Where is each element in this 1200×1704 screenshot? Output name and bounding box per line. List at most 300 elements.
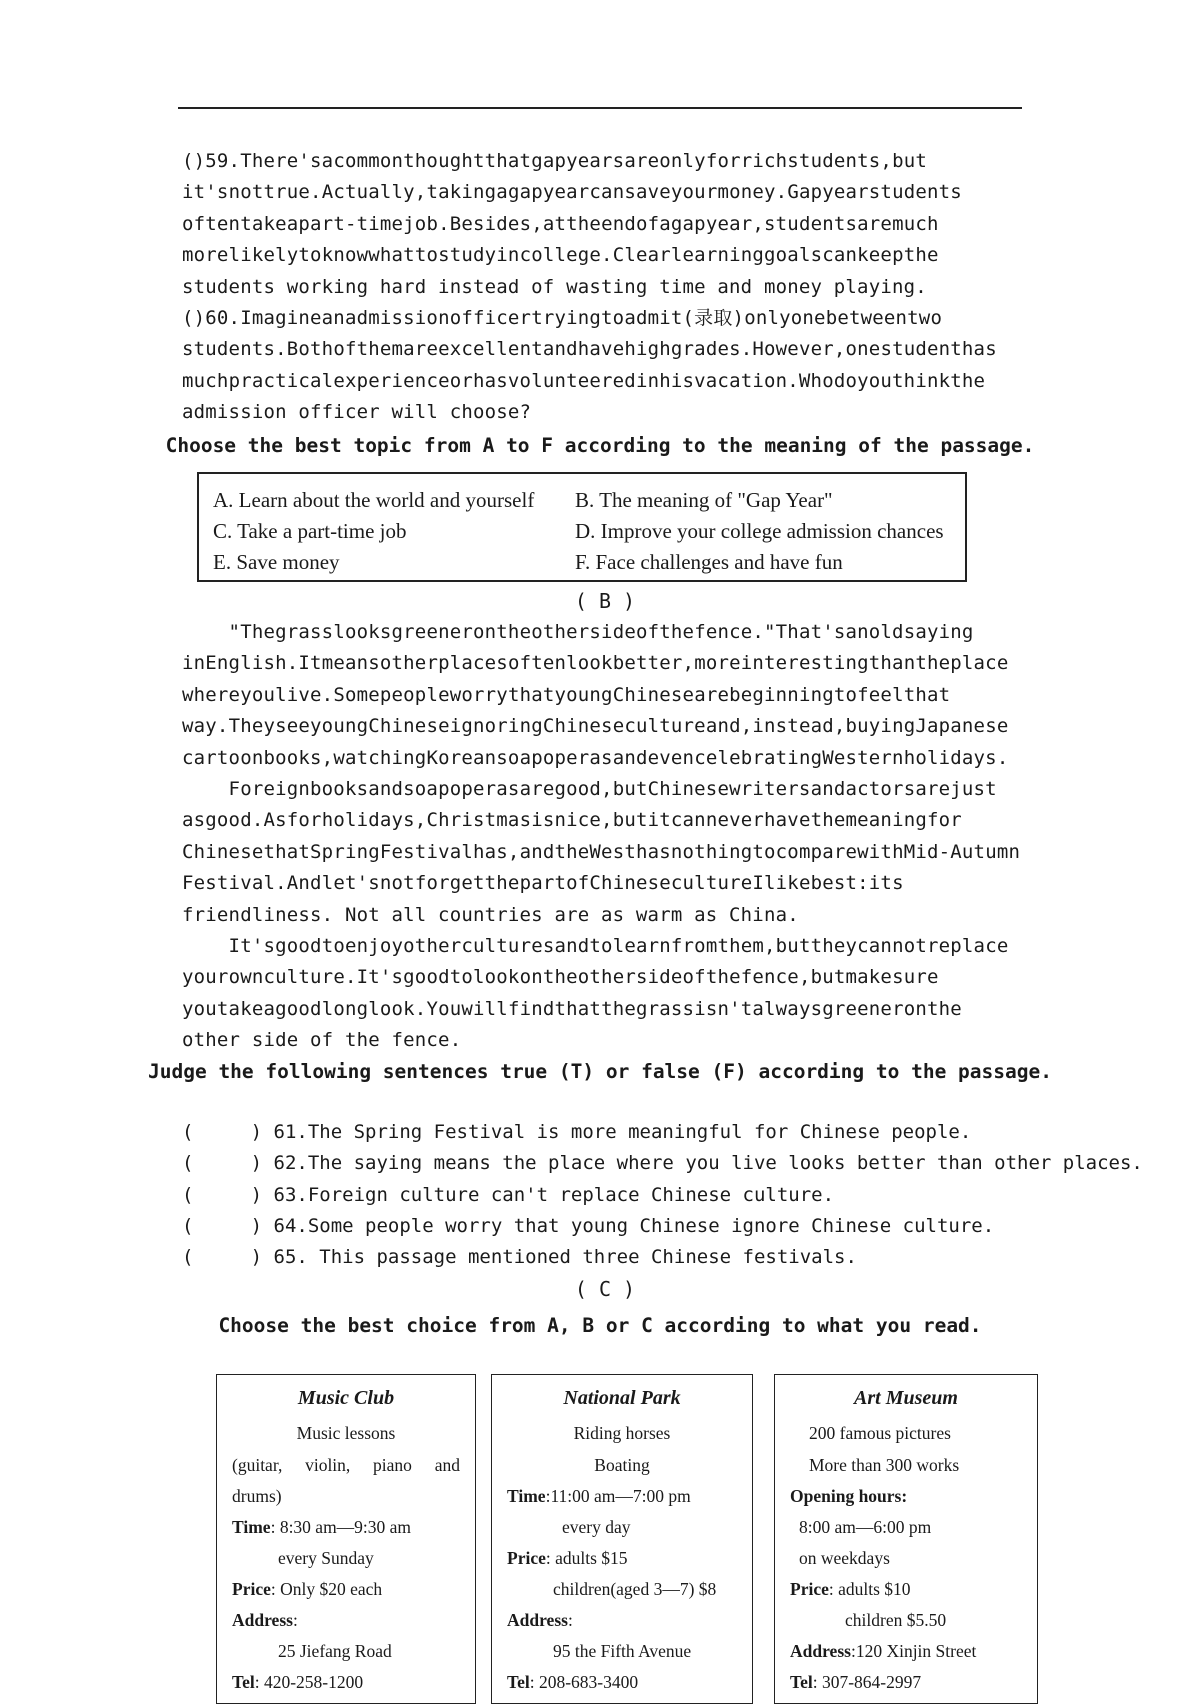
word: from [670, 935, 718, 958]
word: cannot [857, 935, 927, 958]
word: Gap [787, 181, 823, 204]
word: it's [182, 181, 229, 204]
word: that [263, 840, 311, 863]
word: not [228, 181, 264, 204]
word: Both [286, 338, 334, 361]
value-time: : 8:30 am—9:30 am [270, 1517, 412, 1537]
word: a [659, 212, 671, 235]
text-line [182, 962, 1020, 993]
word: greener [822, 997, 904, 1020]
word: them [356, 338, 404, 361]
word: and [612, 746, 648, 769]
card-line: Music lessons [296, 1423, 396, 1443]
card-line: children $5.50 [845, 1610, 947, 1630]
card-line [232, 1455, 460, 1476]
text-line [182, 805, 1020, 836]
text-line [182, 837, 1020, 868]
word: to [298, 244, 322, 267]
word: has [473, 369, 508, 392]
word: greener [391, 621, 474, 643]
word: and [368, 778, 404, 801]
word: his [659, 369, 695, 392]
word: West [589, 840, 636, 863]
word: but [892, 150, 927, 172]
art-museum-card [774, 1374, 1038, 1704]
word: look [473, 966, 520, 989]
question-63: ( ) 63.Foreign culture can't replace Chinese culture. [182, 1184, 835, 1206]
word: the [566, 212, 602, 235]
word: good, [554, 778, 613, 801]
word: nothing [670, 840, 753, 863]
word: They [228, 715, 276, 738]
word: isn't [694, 997, 753, 1020]
word: for [286, 809, 322, 832]
word: buying [845, 715, 916, 738]
topic-d: D. Improve your college admission chances [575, 519, 944, 543]
word: what [368, 244, 415, 267]
word: side [635, 966, 683, 989]
word: culture [624, 715, 706, 738]
word: think [892, 369, 951, 392]
word: are [694, 683, 730, 706]
card-tel [232, 1672, 363, 1693]
word: fence, [740, 966, 811, 989]
word: and [810, 778, 846, 801]
value-price: : adults $15 [545, 1548, 628, 1568]
word: take [216, 997, 264, 1020]
word: end [601, 212, 636, 235]
word: to [601, 307, 625, 329]
word: the [705, 966, 741, 989]
word: sure [892, 966, 939, 989]
word: student [880, 338, 962, 361]
word: Besides, [449, 212, 543, 235]
word: Mid-Autumn [903, 840, 1021, 863]
word: forget [414, 872, 485, 895]
word: Korean [426, 746, 497, 769]
word: save [624, 181, 671, 204]
word: grass [275, 621, 334, 643]
card-tel [790, 1672, 921, 1693]
word: thought [403, 150, 485, 172]
word: that [903, 683, 951, 706]
card-time [790, 1486, 907, 1507]
text-line [182, 711, 1020, 742]
word: an [845, 621, 869, 643]
value-tel: : 420-258-1200 [254, 1672, 364, 1692]
word: experience [333, 369, 450, 392]
word: books, [263, 746, 334, 769]
word: you [182, 997, 217, 1020]
header-rule [178, 107, 1022, 109]
word: the [927, 997, 962, 1020]
label-time: Time [232, 1517, 271, 1537]
word: can [670, 809, 706, 832]
text-line [182, 617, 1020, 648]
topic-a: A. Learn about the world and yourself [213, 488, 535, 512]
word: to [414, 244, 439, 267]
label-time: Time [507, 1486, 546, 1506]
word: find [507, 997, 555, 1020]
card-title: National Park [563, 1387, 681, 1409]
word: best: [810, 872, 869, 895]
word: have [764, 809, 811, 832]
word: students. [182, 338, 287, 361]
instruction-choice: Choose the best choice from A, B or C according to what you read. [218, 1314, 982, 1337]
card-line: More than 300 works [809, 1455, 960, 1475]
word: As [263, 809, 287, 832]
word: volunteered [507, 369, 636, 392]
word: between [825, 307, 908, 329]
word: college. [519, 244, 613, 267]
word: students [764, 212, 858, 235]
card-price [232, 1579, 382, 1600]
word: live. [275, 683, 334, 706]
word: that [484, 150, 532, 172]
text-line [182, 146, 1020, 177]
word: look [566, 652, 613, 675]
word: better, [612, 652, 695, 675]
word: ignoring [449, 715, 543, 738]
card-price [507, 1548, 628, 1569]
word: your [670, 181, 718, 204]
word: just [950, 778, 997, 801]
word: are [519, 778, 555, 801]
word: that [554, 997, 602, 1020]
word: often [182, 212, 241, 235]
word: grades. [670, 338, 753, 361]
text-line [182, 334, 1020, 365]
question-64: ( ) 64.Some people worry that young Chinese ignore Chinese culture. [182, 1215, 995, 1237]
word: the [915, 652, 951, 675]
word: of [635, 212, 660, 235]
word: is [531, 809, 555, 832]
card-time [232, 1517, 411, 1538]
value-price: : Only $20 each [270, 1579, 383, 1599]
question-61: ( ) 61.The Spring Festival is more meaningful for Chinese people. [182, 1121, 972, 1143]
value-address: : [567, 1610, 573, 1630]
word: in [635, 369, 660, 392]
word: see [275, 715, 311, 738]
music-club-card [216, 1374, 476, 1704]
word: the [950, 369, 986, 392]
word: fence."That's [694, 621, 846, 643]
word: vacation. [694, 369, 799, 392]
word: the [903, 244, 939, 267]
word: not [379, 872, 415, 895]
word: for [927, 809, 962, 832]
word: do [833, 369, 858, 392]
value-tel: : 208-683-3400 [529, 1672, 639, 1692]
word: place [950, 652, 1009, 675]
word: other [379, 652, 439, 675]
word: admission [344, 307, 450, 329]
word: two [907, 307, 943, 329]
word: true. [263, 181, 322, 204]
word: than [868, 652, 916, 675]
topic-b: B. The meaning of "Gap Year" [575, 488, 833, 512]
card-word: and [434, 1455, 460, 1475]
word: places [438, 652, 508, 675]
word: cartoon [182, 746, 264, 769]
word: the [554, 840, 590, 863]
word: compare [775, 840, 858, 863]
word: and [542, 338, 578, 361]
label-address: Address [232, 1610, 293, 1630]
word: can [822, 244, 858, 267]
word: 60.Imagine [205, 307, 322, 329]
card-line: children(aged 3—7) $8 [553, 1579, 717, 1599]
word: young [310, 715, 369, 738]
word: long [321, 997, 369, 1020]
word: has [961, 338, 997, 361]
text-line [182, 240, 1020, 271]
word: make [845, 966, 893, 989]
word: Japanese [915, 715, 1009, 738]
card-title: Music Club [297, 1387, 395, 1409]
word: It's [182, 935, 276, 958]
word: to [589, 935, 613, 958]
text-line [182, 868, 1020, 899]
word: look. [368, 997, 427, 1020]
card-line: 8:00 am—6:00 pm [799, 1517, 932, 1537]
word: Chinese [612, 683, 695, 706]
word: learn [612, 935, 671, 958]
card-time [507, 1486, 691, 1507]
word: but [612, 809, 648, 832]
word: much [182, 369, 229, 392]
word: Spring [310, 840, 380, 863]
word: on [519, 966, 543, 989]
word: with [857, 840, 904, 863]
word: good. [205, 809, 264, 832]
word: the [496, 621, 532, 643]
word: you [857, 369, 893, 392]
word: in [496, 244, 520, 267]
word: culture. [263, 966, 357, 989]
word: ( [182, 150, 194, 172]
word: feel [857, 683, 904, 706]
word: rich [740, 150, 788, 172]
word: other [403, 935, 462, 958]
question-65: ( ) 65. This passage mentioned three Chinese festivals. [182, 1246, 857, 1268]
word: operas [542, 746, 613, 769]
word: take [240, 212, 287, 235]
word: Some [333, 683, 380, 706]
card-price [790, 1579, 911, 1600]
text-line [182, 680, 1020, 711]
card-tel [507, 1672, 638, 1693]
word: excellent [438, 338, 543, 361]
word: on [473, 621, 497, 643]
text-line [182, 774, 1020, 805]
word: Chinese [647, 778, 730, 801]
topic-options-box [197, 472, 967, 582]
question-60 [182, 303, 1020, 429]
word: you [240, 683, 276, 706]
label-price: Price [790, 1579, 829, 1599]
word: Festival [379, 840, 474, 863]
national-park-card [491, 1374, 753, 1704]
question-59 [182, 146, 1020, 303]
word: one [845, 338, 881, 361]
word: Festival. [182, 872, 287, 895]
word: of [682, 966, 706, 989]
word: but [775, 935, 811, 958]
word: them, [717, 935, 776, 958]
text-line [182, 648, 1020, 679]
text-line [182, 303, 1020, 334]
word: a [263, 997, 276, 1020]
word: replace [927, 935, 1009, 958]
word: writers [729, 778, 811, 801]
word: keep [857, 244, 904, 267]
word: ) [193, 150, 206, 172]
word: old [868, 621, 904, 643]
card-line: Boating [594, 1455, 650, 1475]
word: only [744, 307, 791, 329]
instruction-judge: Judge the following sentences true (T) or false (F) according to the passage. [148, 1060, 1052, 1083]
word: Chinese [368, 715, 450, 738]
word: year, [705, 212, 765, 235]
word: enjoy [344, 935, 404, 958]
card-line: 95 the Fifth Avenue [553, 1641, 692, 1661]
value-address: : [292, 1610, 298, 1630]
label-tel: Tel [790, 1672, 813, 1692]
label-price: Price [507, 1548, 546, 1568]
word: looks [333, 621, 392, 643]
word: and, [705, 715, 753, 738]
word: actors [845, 778, 916, 801]
card-word: (guitar, [232, 1455, 283, 1475]
word: will [461, 997, 508, 1020]
word: Western [822, 746, 904, 769]
word: at [542, 212, 567, 235]
word: or [449, 369, 473, 392]
word: and [554, 935, 590, 958]
topic-f: F. Face challenges and have fun [575, 550, 843, 574]
word: means [321, 652, 380, 675]
question-62: ( ) 62.The saying means the place where you live looks better than other places. [182, 1152, 1143, 1174]
word: books [310, 778, 369, 801]
word: soap [403, 778, 450, 801]
word: an [321, 307, 345, 329]
text-line [182, 209, 1020, 240]
value-tel: : 307-864-2997 [812, 1672, 922, 1692]
word: much [892, 212, 939, 235]
word: of [566, 872, 590, 895]
word: as [182, 809, 206, 832]
card-line: Riding horses [573, 1423, 671, 1443]
word: only [659, 150, 706, 172]
label-opening-hours: Opening hours: [790, 1486, 908, 1506]
card-address [232, 1610, 298, 1631]
word: that [507, 683, 555, 706]
word: in [182, 652, 206, 675]
word: often [507, 652, 567, 675]
value-price: : adults $10 [828, 1579, 911, 1599]
word: saying [903, 621, 974, 643]
word: side [589, 621, 636, 643]
word: where [182, 683, 241, 706]
word: goals [764, 244, 823, 267]
text-line [182, 366, 1020, 397]
word: beginning [729, 683, 834, 706]
card-line: every day [562, 1517, 631, 1537]
card-word: violin, [305, 1455, 351, 1475]
word: but [612, 778, 648, 801]
word: celebrating [694, 746, 823, 769]
card-address [507, 1610, 573, 1631]
word: year [542, 181, 590, 204]
word: gap [531, 150, 567, 172]
word: part [519, 872, 567, 895]
word: ) [193, 307, 206, 329]
word: practical [228, 369, 334, 392]
word: has, [473, 840, 520, 863]
word: the [659, 621, 695, 643]
word: cultures [461, 935, 555, 958]
word: learning [670, 244, 765, 267]
word: of [333, 338, 357, 361]
word: other [577, 966, 636, 989]
word: However, [752, 338, 846, 361]
word: officer [449, 307, 532, 329]
word: nice, [554, 809, 613, 832]
card-line: every Sunday [278, 1548, 374, 1568]
text-line [182, 743, 1020, 774]
word: to [833, 683, 858, 706]
text-line [182, 931, 1020, 962]
word: You [426, 997, 462, 1020]
word: the [810, 809, 846, 832]
topic-c: C. Take a part-time job [213, 519, 407, 543]
word: are [857, 212, 893, 235]
card-line: 200 famous pictures [809, 1423, 951, 1443]
section-c-heading: ( C ) [574, 1277, 636, 1301]
word: to [321, 935, 345, 958]
word: Christmas [426, 809, 532, 832]
word: a [496, 181, 508, 204]
word: money. [717, 181, 788, 204]
word: young [554, 683, 613, 706]
word: Foreign [182, 778, 311, 801]
word: of [635, 621, 660, 643]
word: never [705, 809, 765, 832]
word: taking [426, 181, 497, 204]
word: have [577, 338, 625, 361]
word: high [624, 338, 671, 361]
word: watching [333, 746, 427, 769]
word: trying [531, 307, 602, 329]
word: good [403, 966, 450, 989]
word: ( [182, 307, 194, 329]
word: interesting [740, 652, 869, 675]
word: "The [182, 621, 276, 643]
word: own [228, 966, 264, 989]
word: like [764, 872, 811, 895]
word: its [868, 872, 904, 895]
word: and [519, 840, 555, 863]
word: more [694, 652, 741, 675]
word: one [790, 307, 826, 329]
word: they [810, 935, 858, 958]
word: are [915, 778, 951, 801]
passage-b [182, 617, 1020, 1057]
word: for [705, 150, 741, 172]
word: always [752, 997, 823, 1020]
word: but [810, 966, 846, 989]
